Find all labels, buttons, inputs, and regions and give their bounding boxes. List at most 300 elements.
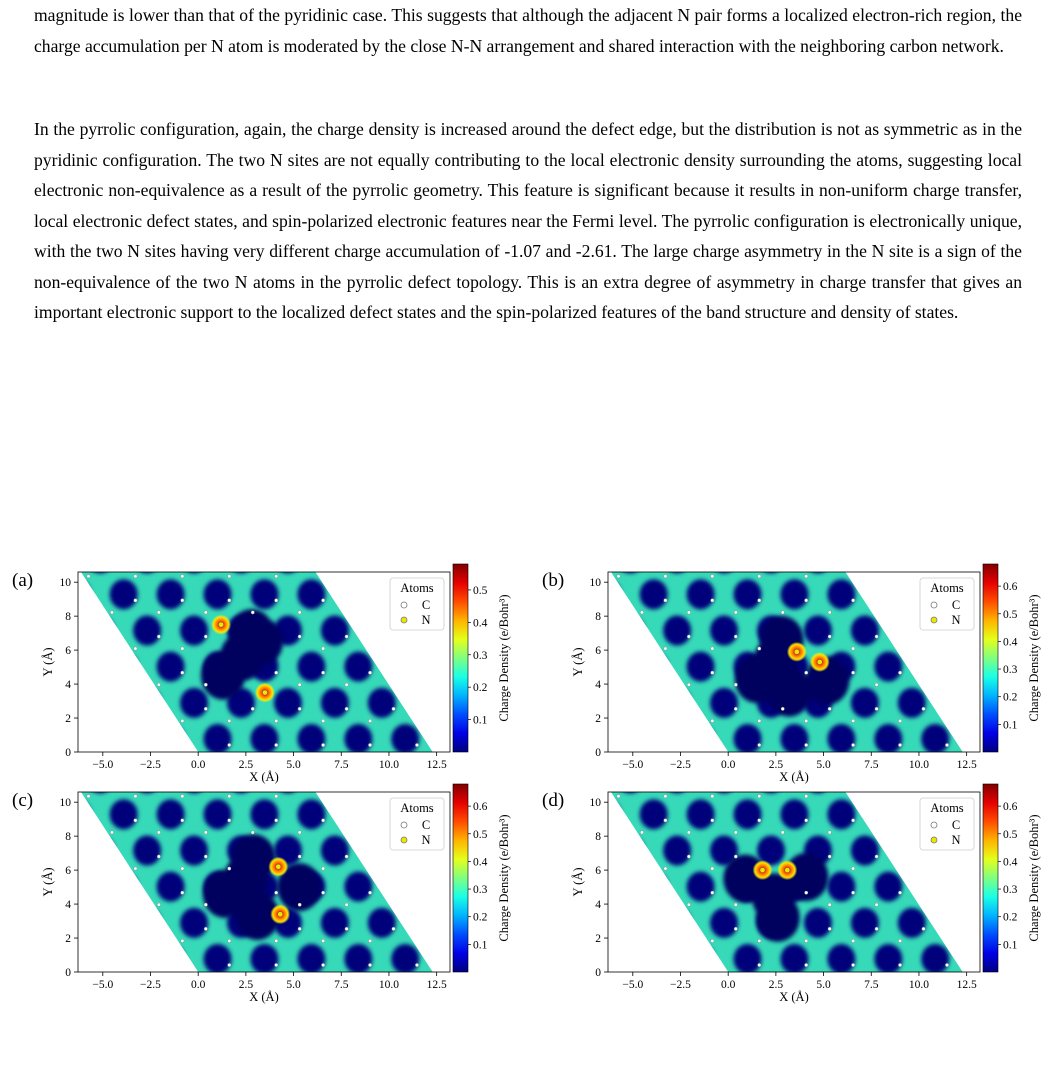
carbon-atom	[687, 611, 690, 614]
carbon-atom	[593, 635, 596, 638]
y-axis	[571, 797, 608, 979]
low-density-blob	[804, 908, 832, 938]
carbon-atom	[181, 671, 184, 674]
carbon-atom	[298, 707, 301, 710]
carbon-atom	[758, 795, 761, 798]
low-density-blob	[687, 579, 715, 609]
low-density-blob	[391, 872, 419, 902]
carbon-atom	[251, 831, 254, 834]
low-density-blob	[710, 543, 738, 573]
low-density-blob	[16, 944, 44, 974]
low-density-blob	[663, 908, 691, 938]
carbon-atom	[157, 707, 160, 710]
carbon-atom	[851, 575, 854, 578]
carbon-atom	[275, 819, 278, 822]
x-tick-label: 2.5	[768, 979, 784, 991]
x-tick-label: 10.0	[378, 759, 400, 771]
carbon-atom	[945, 939, 948, 942]
carbon-atom	[805, 719, 808, 722]
carbon-atom	[851, 867, 854, 870]
low-density-blob	[86, 836, 114, 866]
carbon-atom	[87, 867, 90, 870]
legend-title: Atoms	[930, 581, 964, 595]
carbon-atom	[617, 647, 620, 650]
carbon-atom	[687, 635, 690, 638]
colorbar-tick-label: 0.4	[1003, 856, 1018, 869]
y-tick-label: 2	[595, 933, 601, 946]
carbon-atom	[898, 819, 901, 822]
carbon-atom	[945, 647, 948, 650]
carbon-atom	[593, 707, 596, 710]
legend-entry-c: C	[951, 598, 961, 612]
colorbar-tick-label: 0.3	[1003, 664, 1018, 677]
carbon-atom	[87, 891, 90, 894]
carbon-atom	[922, 903, 925, 906]
carbon-atom	[664, 795, 667, 798]
colorbar-label: Charge Density (e/Bohr³)	[497, 594, 511, 722]
carbon-atom	[368, 575, 371, 578]
carbon-atom	[546, 855, 549, 858]
x-tick-label: 5.0	[286, 979, 301, 991]
carbon-atom	[181, 647, 184, 650]
carbon-atom	[805, 939, 808, 942]
carbon-atom	[509, 963, 512, 966]
low-density-blob	[945, 688, 973, 718]
carbon-atom	[945, 795, 948, 798]
y-tick-label: 10	[59, 577, 71, 590]
carbon-atom	[711, 819, 714, 822]
low-density-blob	[546, 872, 574, 902]
carbon-atom	[204, 927, 207, 930]
x-tick-label: −5.0	[92, 979, 114, 991]
carbon-atom	[134, 963, 137, 966]
carbon-atom	[321, 795, 324, 798]
legend-entry-n: N	[421, 613, 431, 627]
low-density-blob	[945, 543, 973, 573]
y-tick-label: 0	[595, 967, 601, 979]
carbon-atom	[898, 795, 901, 798]
colorbar-gradient	[983, 784, 998, 972]
carbon-atom	[664, 719, 667, 722]
carbon-atom	[711, 963, 714, 966]
legend-marker-n	[401, 617, 407, 623]
carbon-atom	[945, 867, 948, 870]
colorbar-gradient	[983, 564, 998, 752]
low-density-blob	[344, 944, 372, 974]
low-density-blob	[616, 908, 644, 938]
density-map	[0, 543, 607, 754]
carbon-atom	[181, 963, 184, 966]
carbon-atom	[570, 743, 573, 746]
colorbar-tick-label: 0.5	[1003, 828, 1018, 841]
low-density-blob	[851, 616, 879, 646]
colorbar-gradient	[453, 784, 468, 972]
carbon-atom	[298, 635, 301, 638]
y-tick-label: 6	[65, 865, 71, 878]
carbon-atom	[851, 599, 854, 602]
low-density-blob	[640, 724, 668, 754]
colorbar-tick-label: 0.2	[473, 911, 488, 924]
carbon-atom	[392, 683, 395, 686]
low-density-blob	[874, 944, 902, 974]
low-density-blob	[368, 908, 396, 938]
carbon-atom	[687, 903, 690, 906]
carbon-atom	[781, 831, 784, 834]
x-tick-label: 7.5	[864, 759, 879, 771]
carbon-atom	[110, 927, 113, 930]
figure-panel-d	[540, 778, 1055, 1078]
carbon-atom	[640, 611, 643, 614]
carbon-atom	[922, 927, 925, 930]
legend-entry-n: N	[951, 613, 961, 627]
x-tick-label: 2.5	[238, 979, 254, 991]
carbon-atom	[851, 671, 854, 674]
carbon-atom	[157, 683, 160, 686]
carbon-atom	[63, 635, 66, 638]
y-tick-label: 6	[595, 645, 601, 658]
carbon-atom	[298, 927, 301, 930]
low-density-blob	[616, 688, 644, 718]
low-density-blob	[415, 543, 443, 573]
carbon-atom	[570, 939, 573, 942]
nitrogen-atom	[760, 868, 765, 873]
carbon-atom	[533, 927, 536, 930]
carbon-atom	[570, 963, 573, 966]
low-density-blob	[640, 579, 668, 609]
carbon-atom	[16, 683, 19, 686]
carbon-atom	[570, 575, 573, 578]
low-density-blob	[297, 579, 325, 609]
carbon-atom	[275, 891, 278, 894]
carbon-atom	[204, 831, 207, 834]
low-density-blob	[616, 543, 644, 573]
carbon-atom	[298, 683, 301, 686]
low-density-blob	[321, 908, 349, 938]
carbon-atom	[1039, 743, 1042, 746]
paragraph-2: In the pyrrolic configuration, again, the charge density is increased around the defect edge, but the distribution is not as symmetric as in the pyridinic configuration. The two N sites are not equally contributing to the local electronic density surrounding the atoms, suggesting local electronic non-equivalence as a result of the pyrrolic geometry. This feature is significant because it results in non-uniform charge transfer, local electronic defect states, and spin-polarized electronic features near the Fermi level. The pyrrolic configuration is electronically unique, with the two N sites having very different charge accumulation of -1.07 and -2.61. The large charge asymmetry in the N site is a sign of the non-equivalence of the two N atoms in the pyrrolic defect topology. This is an extra degree of asymmetry in charge transfer that gives an important electronic support to the localized defect states and the spin-polarized features of the band structure and density of states.	[34, 119, 1022, 322]
legend-entry-c: C	[421, 818, 431, 832]
carbon-atom	[87, 939, 90, 942]
low-density-blob	[157, 579, 185, 609]
carbon-atom	[898, 891, 901, 894]
carbon-atom	[486, 707, 489, 710]
carbon-atom	[298, 611, 301, 614]
low-density-blob	[734, 579, 762, 609]
x-tick-label: −2.5	[140, 979, 161, 991]
low-density-blob	[640, 872, 668, 902]
low-density-blob	[1039, 688, 1055, 718]
low-density-blob	[710, 688, 738, 718]
low-density-blob	[663, 616, 691, 646]
low-density-blob	[391, 652, 419, 682]
carbon-atom	[711, 671, 714, 674]
low-density-blob	[569, 688, 597, 718]
carbon-atom	[134, 891, 137, 894]
carbon-atom	[204, 903, 207, 906]
low-density-blob	[250, 799, 278, 829]
carbon-atom	[828, 635, 831, 638]
carbon-atom	[298, 855, 301, 858]
carbon-atom	[134, 599, 137, 602]
x-tick-label: 10.0	[908, 759, 930, 771]
carbon-atom	[664, 963, 667, 966]
low-density-blob	[569, 836, 597, 866]
carbon-atom	[157, 831, 160, 834]
carbon-atom	[969, 683, 972, 686]
carbon-atom	[63, 927, 66, 930]
carbon-atom	[16, 611, 19, 614]
colorbar-tick-label: 0.5	[473, 584, 488, 597]
colorbar-tick-label: 0.3	[473, 884, 488, 897]
carbon-atom	[228, 599, 231, 602]
y-tick-label: 2	[65, 713, 71, 726]
carbon-atom	[321, 719, 324, 722]
carbon-atom	[664, 939, 667, 942]
carbon-atom	[875, 927, 878, 930]
x-tick-label: −2.5	[670, 759, 691, 771]
carbon-atom	[945, 575, 948, 578]
legend-marker-n	[931, 837, 937, 843]
y-tick-label: 8	[65, 831, 71, 844]
low-density-blob	[616, 616, 644, 646]
carbon-atom	[711, 575, 714, 578]
carbon-atom	[321, 819, 324, 822]
carbon-atom	[546, 683, 549, 686]
carbon-atom	[321, 963, 324, 966]
carbon-atom	[898, 867, 901, 870]
carbon-atom	[1016, 683, 1019, 686]
x-tick-label: 0.0	[190, 759, 206, 771]
carbon-atom	[546, 611, 549, 614]
carbon-atom	[40, 599, 43, 602]
carbon-atom	[664, 891, 667, 894]
carbon-atom	[664, 575, 667, 578]
carbon-atom	[392, 927, 395, 930]
carbon-atom	[711, 939, 714, 942]
x-tick-label: −5.0	[92, 759, 114, 771]
carbon-atom	[945, 963, 948, 966]
carbon-atom	[228, 743, 231, 746]
low-density-blob	[710, 908, 738, 938]
colorbar-tick-label: 0.2	[1003, 911, 1018, 924]
carbon-atom	[805, 891, 808, 894]
carbon-atom	[345, 903, 348, 906]
legend	[390, 798, 444, 850]
low-density-blob	[734, 944, 762, 974]
low-density-blob	[86, 616, 114, 646]
carbon-atom	[415, 963, 418, 966]
carbon-atom	[228, 795, 231, 798]
low-density-blob	[780, 799, 808, 829]
y-tick-label: 0	[595, 747, 601, 759]
low-density-blob	[110, 872, 138, 902]
carbon-atom	[110, 831, 113, 834]
defect-void	[232, 834, 276, 882]
low-density-blob	[509, 836, 537, 866]
legend-marker-n	[931, 617, 937, 623]
carbon-atom	[345, 683, 348, 686]
x-tick-label: 7.5	[334, 979, 349, 991]
carbon-atom	[181, 599, 184, 602]
carbon-atom	[687, 927, 690, 930]
low-density-blob	[180, 688, 208, 718]
carbon-atom	[898, 671, 901, 674]
carbon-atom	[415, 795, 418, 798]
carbon-atom	[368, 719, 371, 722]
carbon-atom	[533, 707, 536, 710]
x-axis-label: X (Å)	[779, 770, 809, 784]
low-density-blob	[39, 543, 67, 573]
low-density-blob	[687, 944, 715, 974]
low-density-blob	[827, 944, 855, 974]
carbon-atom	[368, 647, 371, 650]
carbon-atom	[368, 939, 371, 942]
low-density-blob	[663, 836, 691, 866]
legend	[920, 798, 974, 850]
low-density-blob	[133, 836, 161, 866]
legend-entry-c: C	[421, 598, 431, 612]
x-tick-label: 5.0	[816, 979, 831, 991]
carbon-atom	[368, 891, 371, 894]
low-density-blob	[344, 652, 372, 682]
carbon-atom	[969, 855, 972, 858]
carbon-atom	[486, 927, 489, 930]
carbon-atom	[181, 891, 184, 894]
carbon-atom	[228, 719, 231, 722]
x-tick-label: −5.0	[622, 759, 644, 771]
carbon-atom	[345, 635, 348, 638]
low-density-blob	[640, 944, 668, 974]
carbon-atom	[63, 707, 66, 710]
low-density-blob	[39, 616, 67, 646]
low-density-blob	[663, 688, 691, 718]
carbon-atom	[439, 855, 442, 858]
low-density-blob	[157, 724, 185, 754]
carbon-atom	[617, 867, 620, 870]
low-density-blob	[39, 836, 67, 866]
carbon-atom	[439, 903, 442, 906]
low-density-blob	[204, 724, 232, 754]
carbon-atom	[368, 743, 371, 746]
carbon-atom	[617, 795, 620, 798]
low-density-blob	[110, 652, 138, 682]
carbon-atom	[228, 575, 231, 578]
carbon-atom	[533, 635, 536, 638]
carbon-atom	[570, 719, 573, 722]
carbon-atom	[898, 963, 901, 966]
carbon-atom	[898, 575, 901, 578]
carbon-atom	[828, 831, 831, 834]
low-density-blob	[0, 616, 20, 646]
density-map	[0, 763, 607, 974]
defect-void	[230, 609, 274, 657]
carbon-atom	[368, 671, 371, 674]
y-tick-label: 2	[595, 713, 601, 726]
y-tick-label: 4	[65, 899, 71, 912]
low-density-blob	[898, 688, 926, 718]
carbon-atom	[275, 575, 278, 578]
carbon-atom	[617, 599, 620, 602]
low-density-blob	[804, 543, 832, 573]
carbon-atom	[898, 939, 901, 942]
carbon-atom	[664, 819, 667, 822]
low-density-blob	[687, 724, 715, 754]
carbon-atom	[617, 671, 620, 674]
carbon-atom	[945, 743, 948, 746]
low-density-blob	[16, 872, 44, 902]
carbon-atom	[758, 819, 761, 822]
carbon-atom	[63, 855, 66, 858]
carbon-atom	[415, 575, 418, 578]
carbon-atom	[828, 707, 831, 710]
colorbar	[453, 784, 511, 972]
carbon-atom	[157, 611, 160, 614]
y-axis	[571, 577, 608, 759]
carbon-atom	[275, 939, 278, 942]
carbon-atom	[87, 671, 90, 674]
y-tick-label: 8	[595, 611, 601, 624]
carbon-atom	[734, 927, 737, 930]
carbon-atom	[110, 683, 113, 686]
carbon-atom	[664, 671, 667, 674]
carbon-atom	[640, 831, 643, 834]
colorbar-tick-label: 0.2	[473, 682, 488, 695]
carbon-atom	[16, 831, 19, 834]
carbon-atom	[87, 795, 90, 798]
carbon-atom	[664, 647, 667, 650]
low-density-blob	[921, 652, 949, 682]
carbon-atom	[687, 683, 690, 686]
low-density-blob	[321, 836, 349, 866]
carbon-atom	[110, 635, 113, 638]
carbon-atom	[945, 891, 948, 894]
low-density-blob	[250, 579, 278, 609]
x-tick-label: 10.0	[378, 979, 400, 991]
low-density-blob	[546, 944, 574, 974]
low-density-blob	[391, 724, 419, 754]
carbon-atom	[898, 599, 901, 602]
y-tick-label: 8	[65, 611, 71, 624]
low-density-blob	[569, 908, 597, 938]
colorbar-tick-label: 0.6	[1003, 801, 1018, 814]
colorbar-label: Charge Density (e/Bohr³)	[497, 814, 511, 942]
y-axis-label: Y (Å)	[571, 647, 585, 677]
carbon-atom	[181, 867, 184, 870]
carbon-atom	[415, 719, 418, 722]
nitrogen-atom	[785, 868, 790, 873]
carbon-atom	[758, 939, 761, 942]
low-density-blob	[321, 688, 349, 718]
legend-title: Atoms	[930, 801, 964, 815]
carbon-atom	[875, 707, 878, 710]
carbon-atom	[546, 927, 549, 930]
carbon-atom	[87, 719, 90, 722]
carbon-atom	[805, 963, 808, 966]
carbon-atom	[321, 939, 324, 942]
low-density-blob	[133, 908, 161, 938]
low-density-blob	[851, 836, 879, 866]
charge-density-plot-d	[540, 778, 1055, 1004]
carbon-atom	[368, 963, 371, 966]
carbon-atom	[181, 743, 184, 746]
x-tick-label: −5.0	[622, 979, 644, 991]
carbon-atom	[758, 599, 761, 602]
carbon-atom	[134, 795, 137, 798]
x-tick-label: −2.5	[670, 979, 691, 991]
low-density-blob	[180, 543, 208, 573]
x-axis-label: X (Å)	[249, 990, 279, 1004]
legend-marker-n	[401, 837, 407, 843]
